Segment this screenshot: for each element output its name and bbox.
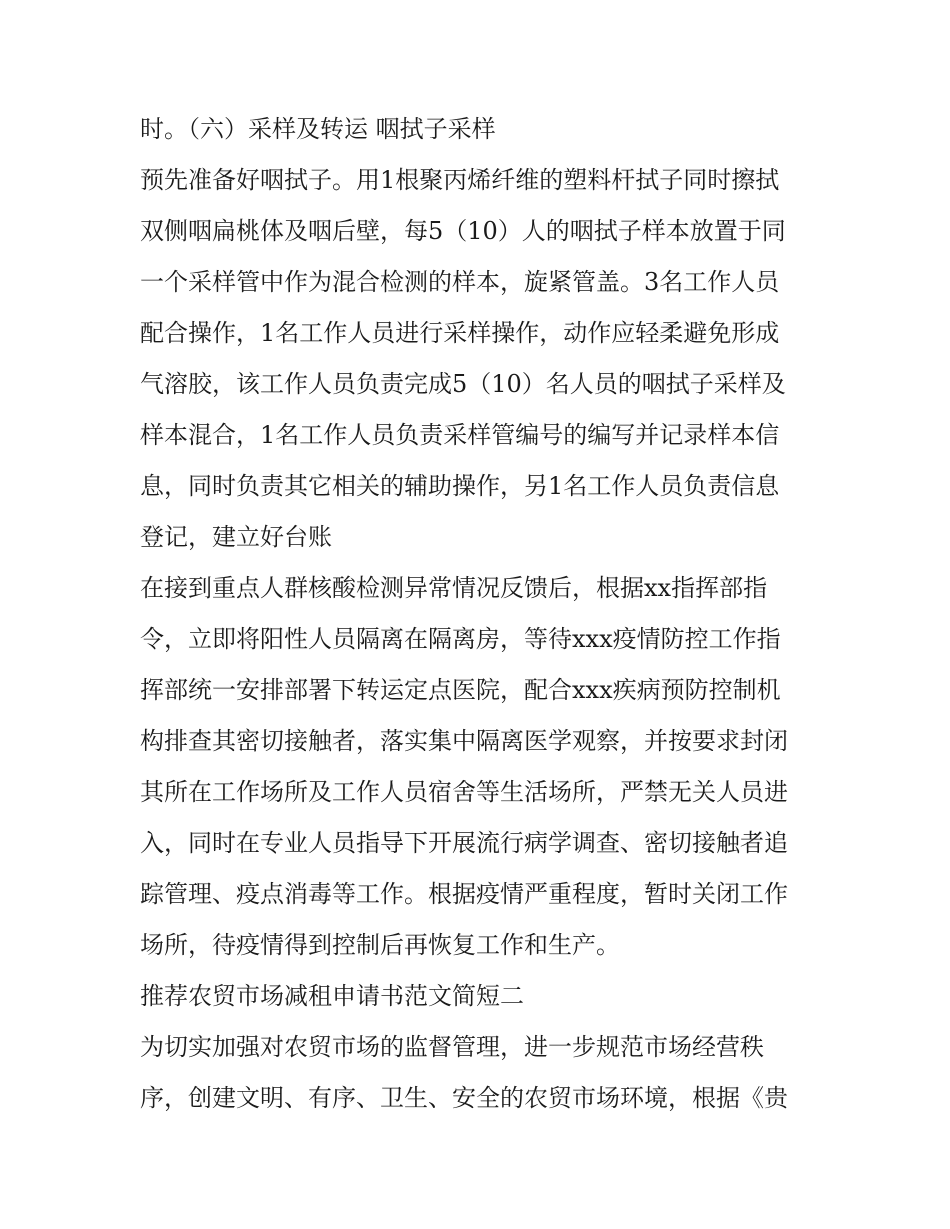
document-body — [140, 104, 820, 1124]
paragraph-sampling — [140, 155, 820, 563]
text-line: 推荐农贸市场减租申请书范文简短二 — [140, 982, 524, 1010]
text-line: 踪管理、疫点消毒等工作。根据疫情严重程度，暂时关闭工作 — [140, 880, 788, 908]
text-line: 一个采样管中作为混合检测的样本，旋紧管盖。3名工作人员 — [140, 268, 780, 296]
text-line: 配合操作，1名工作人员进行采样操作，动作应轻柔避免形成 — [140, 319, 780, 347]
text-line: 样本混合，1名工作人员负责采样管编号的编写并记录样本信 — [140, 421, 780, 449]
text-line: 在接到重点人群核酸检测异常情况反馈后，根据xx指挥部指 — [140, 574, 768, 602]
text-line: 气溶胶，该工作人员负责完成5（10）名人员的咽拭子采样及 — [140, 370, 786, 398]
paragraph-intro — [140, 1022, 820, 1124]
text-line: 入，同时在专业人员指导下开展流行病学调查、密切接触者追 — [140, 829, 788, 857]
text-line: 令，立即将阳性人员隔离在隔离房，等待xxx疫情防控工作指 — [140, 625, 781, 653]
text-line: 时。（六）采样及转运 咽拭子采样 — [140, 115, 496, 143]
text-line: 双侧咽扁桃体及咽后壁，每5（10）人的咽拭子样本放置于同 — [140, 217, 786, 245]
paragraph-section-heading — [140, 104, 820, 155]
text-line: 构排查其密切接触者，落实集中隔离医学观察，并按要求封闭 — [140, 727, 788, 755]
paragraph-title — [140, 971, 820, 1022]
text-line: 息，同时负责其它相关的辅助操作，另1名工作人员负责信息 — [140, 472, 780, 500]
text-line: 序，创建文明、有序、卫生、安全的农贸市场环境，根据《贵 — [140, 1084, 788, 1112]
text-line: 预先准备好咽拭子。用1根聚丙烯纤维的塑料杆拭子同时擦拭 — [140, 166, 780, 194]
text-line: 挥部统一安排部署下转运定点医院，配合xxx疾病预防控制机 — [140, 676, 781, 704]
paragraph-transfer — [140, 563, 820, 971]
text-line: 登记，建立好台账 — [140, 523, 332, 551]
text-line: 场所，待疫情得到控制后再恢复工作和生产。 — [140, 931, 620, 959]
text-line: 其所在工作场所及工作人员宿舍等生活场所，严禁无关人员进 — [140, 778, 788, 806]
text-line: 为切实加强对农贸市场的监督管理，进一步规范市场经营秩 — [140, 1033, 764, 1061]
